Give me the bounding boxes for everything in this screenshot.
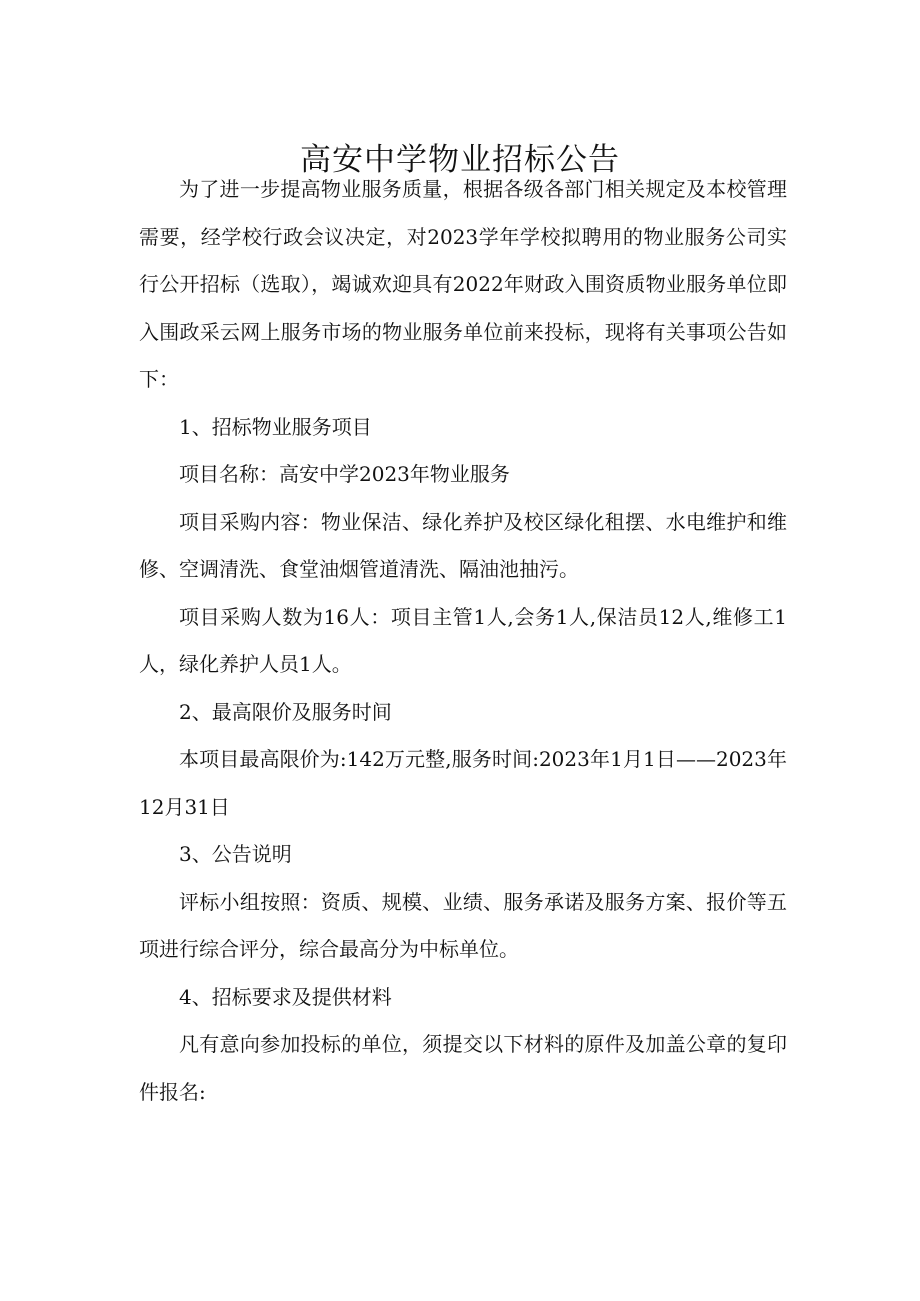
materials-paragraph: 凡有意向参加投标的单位，须提交以下材料的原件及加盖公章的复印件报名:: [139, 1032, 787, 1104]
section-heading-3: 3、公告说明: [179, 842, 292, 866]
section-heading-1: 1、招标物业服务项目: [179, 414, 372, 439]
price-time-paragraph: 本项目最高限价为:142万元整,服务时间:2023年1月1日——2023年12月31日: [139, 747, 787, 819]
section-heading-4: 4、招标要求及提供材料: [179, 984, 392, 1009]
staffing-paragraph: 项目采购人数为16人：项目主管1人,会务1人,保洁员12人,维修工1人，绿化养护人员1人。: [139, 604, 787, 676]
section-heading-2: 2、最高限价及服务时间: [179, 699, 392, 724]
intro-paragraph: 为了进一步提高物业服务质量，根据各级各部门相关规定及本校管理需要，经学校行政会议决定，对2023学年学校拟聘用的物业服务公司实行公开招标（选取），竭诚欢迎具有2022年财政入围资质物业服务单位即入围政采云网上服务市场的物业服务单位前来投标，现将有关事项公告如下：: [139, 177, 787, 391]
document-title: 高安中学物业招标公告: [300, 141, 620, 178]
procurement-content-paragraph: 项目采购内容：物业保洁、绿化养护及校区绿化租摆、水电维护和维修、空调清洗、食堂油烟管道清洗、隔油池抽污。: [139, 509, 787, 581]
evaluation-paragraph: 评标小组按照：资质、规模、业绩、服务承诺及服务方案、报价等五项进行综合评分，综合最高分为中标单位。: [139, 889, 787, 961]
project-name-paragraph: 项目名称：高安中学2023年物业服务: [179, 462, 510, 486]
document-body: [139, 166, 787, 1116]
